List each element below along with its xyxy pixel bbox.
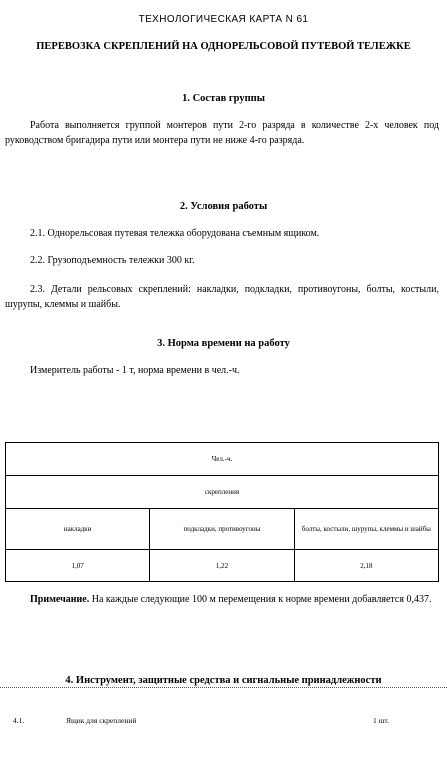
card-label: ТЕХНОЛОГИЧЕСКАЯ КАРТА N 61	[138, 14, 309, 25]
work-measure-text: Измеритель работы - 1 т, норма времени в чел.-ч.	[30, 365, 240, 376]
section-4-heading: 4. Инструмент, защитные средства и сигнальные принадлежности	[65, 675, 382, 686]
section-3-heading: 3. Норма времени на работу	[157, 338, 290, 349]
condition-2-3: 2.3. Детали рельсовых скреплений: накладки, подкладки, противоугоны, болты, костыли, шурупы, клеммы и шайбы.	[5, 284, 439, 310]
unit-cell: Чел.-ч.	[6, 443, 439, 476]
note-text: На каждые следующие 100 м перемещения к норме времени добавляется 0,437.	[89, 594, 432, 605]
table-row	[6, 443, 439, 476]
table-row	[6, 509, 439, 550]
value-cell: 1,22	[150, 550, 294, 582]
document-title: ПЕРЕВОЗКА СКРЕПЛЕНИЙ НА ОДНОРЕЛЬСОВОЙ ПУТЕВОЙ ТЕЛЕЖКЕ	[36, 41, 411, 52]
condition-2-2: 2.2. Грузоподъемность тележки 300 кг.	[30, 255, 195, 266]
column-header: накладки	[6, 509, 150, 550]
value-cell: 2,18	[294, 550, 438, 582]
group-cell: скрепления	[6, 476, 439, 509]
section-2-heading: 2. Условия работы	[179, 201, 268, 212]
tool-name: Ящик для скреплений	[66, 716, 137, 725]
table-row	[6, 550, 439, 582]
column-header: подкладки, противоугоны	[150, 509, 294, 550]
note-label: Примечание.	[30, 594, 90, 605]
page-divider	[0, 687, 447, 688]
section-1-heading: 1. Состав группы	[182, 93, 265, 104]
tool-number: 4.1.	[13, 716, 25, 725]
note-paragraph	[5, 592, 439, 607]
table-row	[6, 476, 439, 509]
tool-quantity: 1 шт.	[373, 716, 389, 725]
section-1-text: Работа выполняется группой монтеров пути 2-го разряда в количестве 2-х человек под руководством бригадира пути или монтера пути не ниже 4-го разряда.	[5, 120, 439, 146]
condition-2-1: 2.1. Однорельсовая путевая тележка оборудована съемным ящиком.	[30, 228, 320, 239]
time-norm-table	[5, 442, 439, 582]
column-header: болты, костыли, шурупы, клеммы и шайбы	[294, 509, 438, 550]
value-cell: 1,07	[6, 550, 150, 582]
